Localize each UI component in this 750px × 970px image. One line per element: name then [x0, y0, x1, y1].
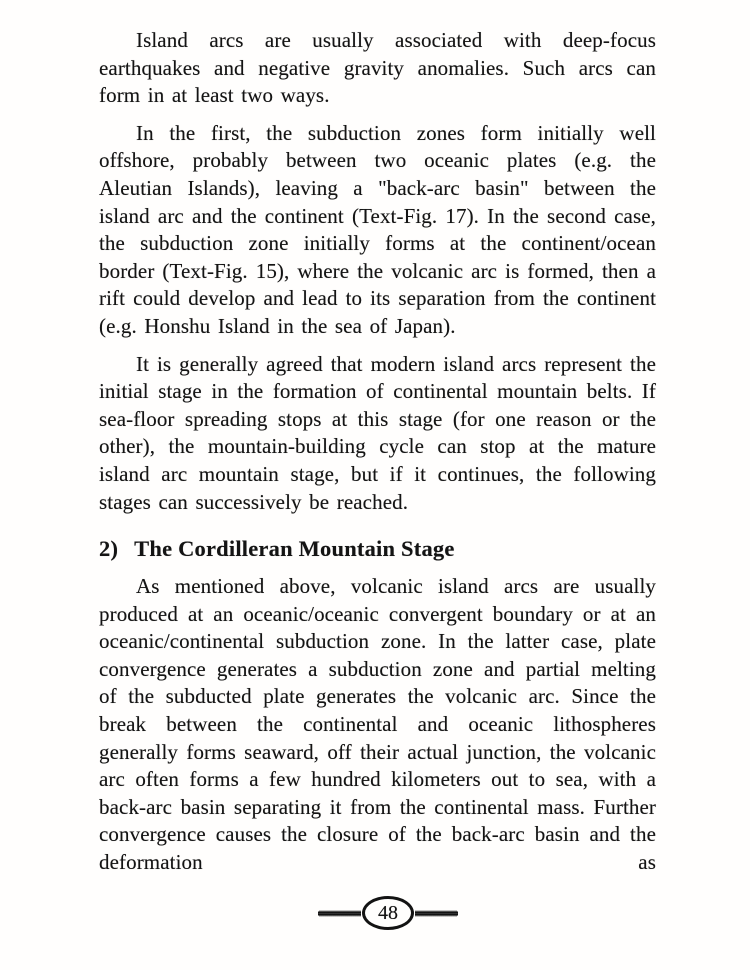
body-paragraph-1: Island arcs are usually associated with deep-focus earthquakes and negative gravity anomalies. Such arcs can form in at least two ways.: [99, 28, 656, 108]
page-number-badge: [362, 896, 414, 930]
section-heading: [99, 535, 656, 563]
squiggle-divider-right-icon: [415, 909, 458, 918]
body-paragraph-2: In the first, the subduction zones form initially well offshore, probably between two oceanic plates (e.g. the Aleutian Islands), leaving a "back-arc basin" between the island arc and the continent (Text-Fig. 17). In the second case, the subduction zone initially forms at the continent/ocean border (Text-Fig. 15), where the volcanic arc is formed, then a rift could develop and lead to its separation from the continent (e.g. Honshu Island in the sea of Japan).: [99, 120, 656, 338]
page-number: 48: [378, 902, 398, 924]
squiggle-divider-left-icon: [318, 909, 361, 918]
body-paragraph-4: As mentioned above, volcanic island arcs are usually produced at an oceanic/oceanic convergent boundary or at an oceanic/continental subduction zone. In the latter case, plate convergence generates a subduction zone and partial melting of the subducted plate generates the volcanic arc. Since the break between the continental and oceanic lithospheres generally forms seaward, off their actual junction, the volcanic arc often forms a few hundred kilometers out to sea, with a back-arc basin separating it from the continental mass. Further convergence causes the closure of the back-arc basin and the deformation as: [99, 574, 656, 875]
section-number: 2): [99, 536, 119, 562]
body-paragraph-3: It is generally agreed that modern island arcs represent the initial stage in the formation of continental mountain belts. If sea-floor spreading stops at this stage (for one reason or the other), the mountain-building cycle can stop at the mature island arc mountain stage, but if it continues, the following stages can successively be reached.: [99, 351, 656, 514]
text-block: [99, 27, 656, 887]
section-title: The Cordilleran Mountain Stage: [134, 536, 455, 562]
page-footer: [318, 896, 458, 930]
